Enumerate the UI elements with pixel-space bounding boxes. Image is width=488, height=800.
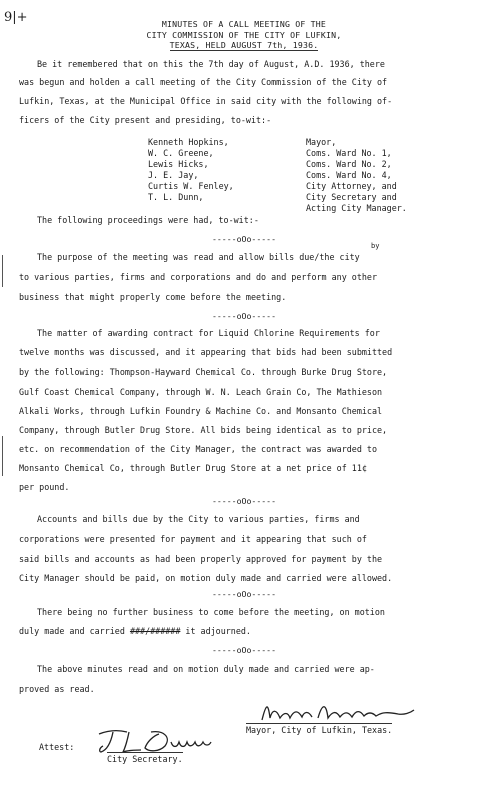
- para3-line: City Manager should be paid, on motion duly made and carried were allowed.: [19, 573, 393, 583]
- officer-name: J. E. Jay,: [148, 170, 199, 180]
- para3-line: said bills and accounts as had been properly approved for payment by the: [19, 554, 383, 564]
- para5-line: proved as read.: [19, 684, 95, 694]
- officer-title: Coms. Ward No. 2,: [306, 159, 392, 169]
- left-edge-mark: [2, 255, 3, 287]
- officer-name: W. C. Greene,: [148, 148, 214, 158]
- para1-line: The purpose of the meeting was read and allow bills due/the city: [37, 252, 360, 262]
- para4-line-2-end: it adjourned.: [180, 626, 251, 636]
- officer-title: City Secretary and: [306, 192, 397, 202]
- officer-title: Acting City Manager.: [306, 203, 407, 213]
- officer-name: Lewis Hicks,: [148, 159, 209, 169]
- margin-page-mark: 9|+: [4, 10, 28, 25]
- header-line-3-text: TEXAS, HELD AUGUST 7th, 1936.: [169, 40, 319, 50]
- para1-line: to various parties, firms and corporations and do and perform any other: [19, 272, 377, 282]
- para3-line: Accounts and bills due by the City to various parties, firms and: [37, 514, 360, 524]
- officer-name: T. L. Dunn,: [148, 192, 204, 202]
- section-separator: -----oOo-----: [211, 645, 277, 655]
- secretary-caption: City Secretary.: [107, 754, 183, 764]
- section-separator: -----oOo-----: [211, 496, 277, 506]
- para2-line: etc. on recommendation of the City Manager, the contract was awarded to: [19, 444, 377, 454]
- para2-line: Gulf Coast Chemical Company, through W. N. Leach Grain Co, The Mathieson: [19, 387, 383, 397]
- section-separator: -----oOo-----: [211, 589, 277, 599]
- handwritten-insert: by: [371, 242, 380, 250]
- officer-title: Coms. Ward No. 1,: [306, 148, 392, 158]
- officer-title: Coms. Ward No. 4,: [306, 170, 392, 180]
- left-edge-mark: [2, 436, 3, 476]
- officer-name: Kenneth Hopkins,: [148, 137, 229, 147]
- para2-line: Company, through Butler Drug Store. All bids being identical as to price,: [19, 425, 388, 435]
- officer-title: City Attorney, and: [306, 181, 397, 191]
- attest-label: Attest:: [39, 742, 75, 752]
- para2-line: twelve months was discussed, and it appearing that bids had been submitted: [19, 347, 393, 357]
- para2-line: by the following: Thompson-Hayward Chemical Co. through Burke Drug Store,: [19, 367, 388, 377]
- para4-line-2: [19, 626, 251, 636]
- section-separator: -----oOo-----: [211, 311, 277, 321]
- para3-line: corporations were presented for payment and it appearing that such of: [19, 534, 367, 544]
- section-separator: -----oOo-----: [211, 234, 277, 244]
- para2-line: Monsanto Chemical Co, through Butler Drug Store at a net price of 11¢: [19, 463, 367, 473]
- para5-line: The above minutes read and on motion duly made and carried were ap-: [37, 664, 375, 674]
- intro-line: Be it remembered that on this the 7th day of August, A.D. 1936, there: [37, 59, 385, 69]
- proceedings-line: The following proceedings were had, to-wit:-: [37, 215, 259, 225]
- header-line-2: CITY COMMISSION OF THE CITY OF LUFKIN,: [146, 30, 342, 40]
- intro-line: ficers of the City present and presiding, to-wit:-: [19, 115, 272, 125]
- intro-line: Lufkin, Texas, at the Municipal Office in said city with the following of-: [19, 96, 393, 106]
- para4-line: There being no further business to come before the meeting, on motion: [37, 607, 385, 617]
- para4-line-2-start: duly made and carried: [19, 626, 130, 636]
- intro-line: was begun and holden a call meeting of the City Commission of the City of: [19, 77, 388, 87]
- header-line-3: [0, 40, 488, 50]
- officer-title: Mayor,: [306, 137, 337, 147]
- officer-name: Curtis W. Fenley,: [148, 181, 234, 191]
- para1-line: business that might properly come before the meeting.: [19, 292, 287, 302]
- para2-line: per pound.: [19, 482, 70, 492]
- para2-line: The matter of awarding contract for Liquid Chlorine Requirements for: [37, 328, 380, 338]
- struck-text: ###/######: [129, 626, 181, 636]
- mayor-caption: Mayor, City of Lufkin, Texas.: [246, 725, 393, 735]
- para2-line: Alkali Works, through Lufkin Foundry & Machine Co. and Monsanto Chemical: [19, 406, 383, 416]
- header-line-1: MINUTES OF A CALL MEETING OF THE: [161, 19, 327, 29]
